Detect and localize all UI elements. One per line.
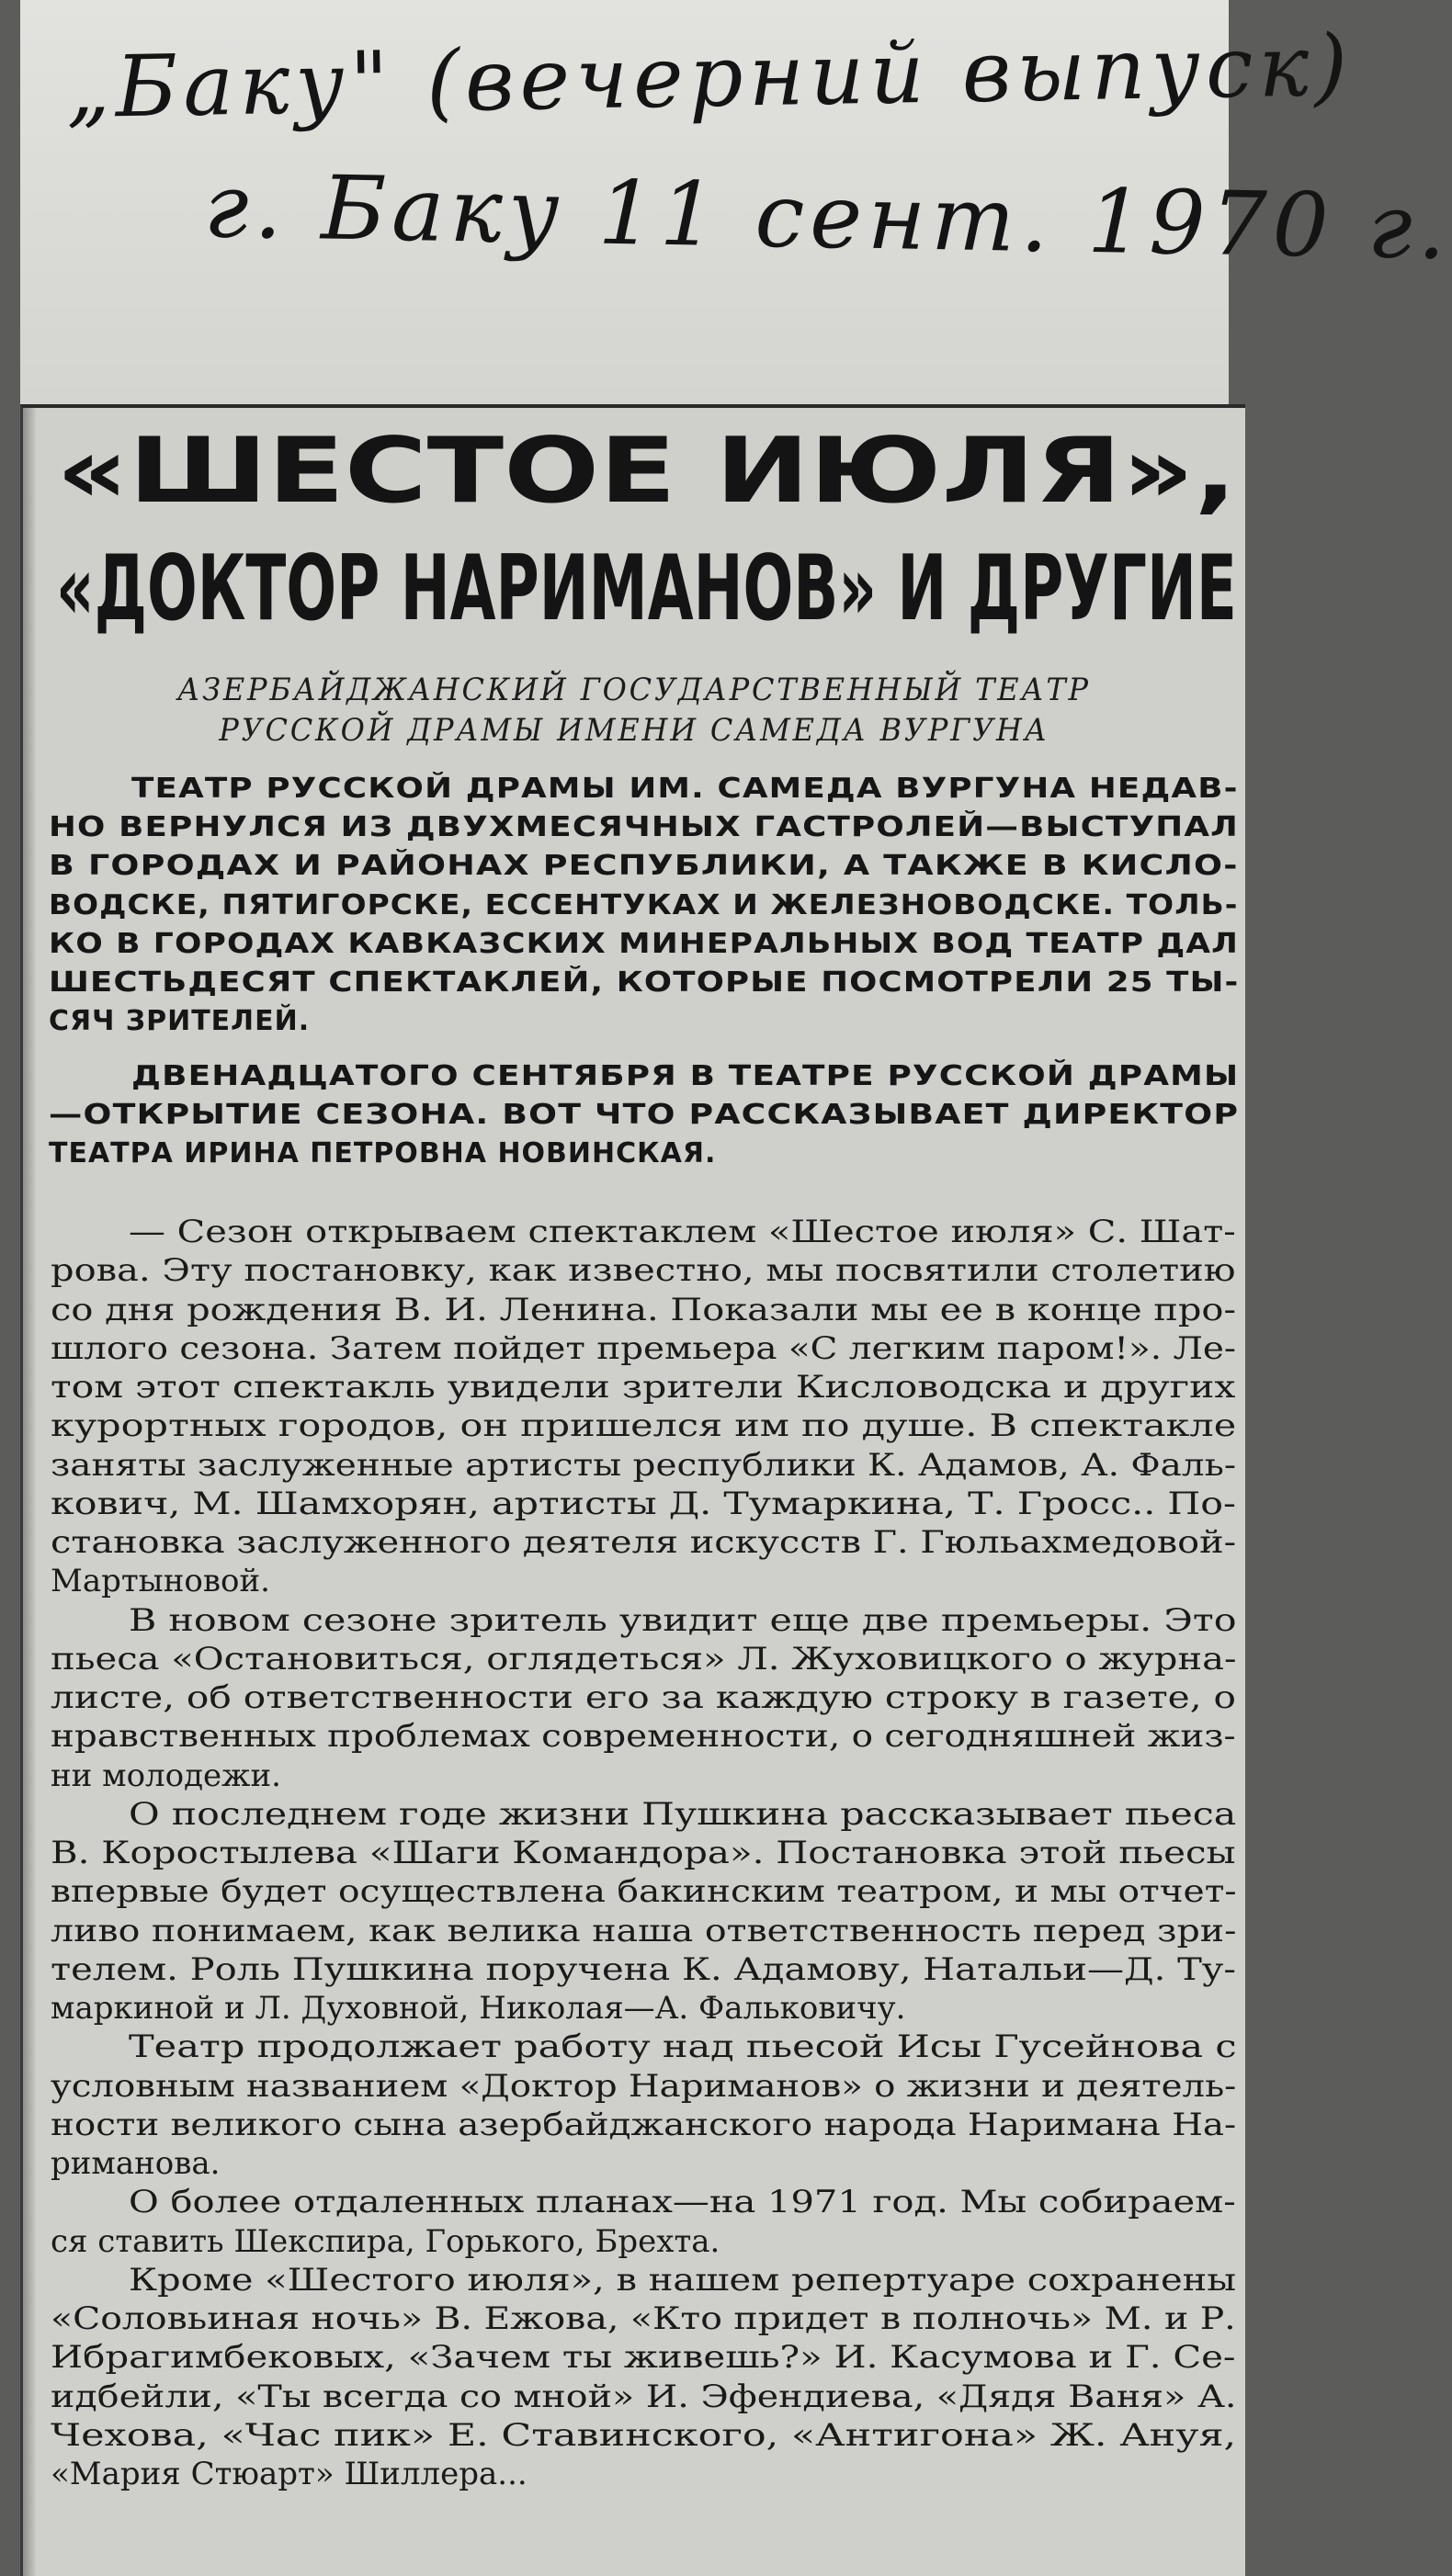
handwritten-date-note: г. Баку 11 сент. 1970 г. bbox=[203, 154, 1452, 279]
body-line: Театр продолжает работу над пьесой Исы Гусейнова с bbox=[129, 2028, 1237, 2066]
body-line: курортных городов, он пришелся им по душе. В спектакле bbox=[51, 1407, 1237, 1445]
body-line: становка заслуженного деятеля искусств Г. Гюльахмедовой- bbox=[51, 1524, 1237, 1561]
subheadline-line-2: РУССКОЙ ДРАМЫ ИМЕНИ САМЕДА ВУРГУНА bbox=[219, 712, 1049, 749]
lead-line: СЯЧ ЗРИТЕЛЕЙ. bbox=[49, 1005, 311, 1038]
body-line: том этот спектакль увидели зрители Кисловодска и других bbox=[51, 1369, 1236, 1406]
headline-line-1: «ШЕСТОЕ ИЮЛЯ», bbox=[56, 419, 1237, 524]
body-line: листе, об ответственности его за каждую строку в газете, о bbox=[51, 1679, 1236, 1716]
lead-line: ТЕАТР РУССКОЙ ДРАМЫ ИМ. САМЕДА ВУРГУНА НЕДАВ- bbox=[131, 773, 1239, 805]
body-line: пьеса «Остановиться, оглядеться» Л. Жуховицкого о журна- bbox=[51, 1640, 1237, 1678]
body-line: нравственных проблемах современности, о сегодняшней жиз- bbox=[51, 1718, 1236, 1756]
body-line: В новом сезоне зритель увидит еще две премьеры. Это bbox=[129, 1601, 1237, 1639]
body-line: Мартыновой. bbox=[51, 1563, 270, 1600]
headline-line-2: «ДОКТОР НАРИМАНОВ» И ДРУГИЕ bbox=[56, 537, 1237, 641]
archive-card bbox=[20, 0, 1452, 2572]
lead-line: НО ВЕРНУЛСЯ ИЗ ДВУХМЕСЯЧНЫХ ГАСТРОЛЕЙ—ВЫСТУПАЛ bbox=[49, 811, 1239, 844]
body-line: со дня рождения В. И. Ленина. Показали мы ее в конце про- bbox=[51, 1291, 1236, 1328]
body-line: ности великого сына азербайджанского народа Наримана На- bbox=[51, 2106, 1237, 2143]
newspaper-clipping bbox=[20, 404, 1245, 2576]
body-line: «Мария Стюарт» Шиллера... bbox=[51, 2456, 527, 2492]
body-line: рова. Эту постановку, как известно, мы посвятили столетию bbox=[51, 1252, 1236, 1290]
body-line: Кроме «Шестого июля», в нашем репертуаре сохранены bbox=[129, 2261, 1237, 2299]
body-line: О более отдаленных планах—на 1971 год. Мы собираем- bbox=[129, 2184, 1236, 2221]
lead-line: ШЕСТЬДЕСЯТ СПЕКТАКЛЕЙ, КОТОРЫЕ ПОСМОТРЕЛИ 25 ТЫ- bbox=[49, 966, 1240, 999]
lead-line: ТЕАТРА ИРИНА ПЕТРОВНА НОВИНСКАЯ. bbox=[49, 1137, 717, 1170]
lead-line: ВОДСКЕ, ПЯТИГОРСКЕ, ЕССЕНТУКАХ И ЖЕЛЕЗНОВОДСКЕ. ТОЛЬ- bbox=[49, 888, 1239, 921]
body-line: телем. Роль Пушкина поручена К. Адамову, Натальи—Д. Ту- bbox=[51, 1950, 1236, 1988]
body-line: «Соловьиная ночь» В. Ежова, «Кто придет в полночь» М. и Р. bbox=[51, 2300, 1236, 2337]
lead-line: КО В ГОРОДАХ КАВКАЗСКИХ МИНЕРАЛЬНЫХ ВОД ТЕАТР ДАЛ bbox=[49, 927, 1240, 960]
body-line: заняты заслуженные артисты республики К. Адамов, А. Фаль- bbox=[51, 1446, 1237, 1484]
body-line: кович, М. Шамхорян, артисты Д. Тумаркина, Т. Гросс.. По- bbox=[51, 1485, 1236, 1522]
handwritten-source-note: „Баку" (вечерний выпуск) bbox=[65, 16, 1355, 138]
lead-line: —ОТКРЫТИЕ СЕЗОНА. ВОТ ЧТО РАССКАЗЫВАЕТ ДИРЕКТОР bbox=[49, 1099, 1240, 1132]
body-line: впервые будет осуществлена бакинским театром, и мы отчет- bbox=[51, 1873, 1237, 1911]
body-line: риманова. bbox=[51, 2145, 221, 2182]
body-line: Чехова, «Час пик» Е. Ставинского, «Антигона» Ж. Ануя, bbox=[51, 2416, 1237, 2454]
body-line: Ибрагимбековых, «Зачем ты живешь?» И. Касумова и Г. Се- bbox=[51, 2339, 1236, 2377]
body-line: ся ставить Шекспира, Горького, Брехта. bbox=[51, 2222, 720, 2260]
lead-line: В ГОРОДАХ И РАЙОНАХ РЕСПУБЛИКИ, А ТАКЖЕ В КИСЛО- bbox=[49, 850, 1239, 883]
body-line: идбейли, «Ты всегда со мной» И. Эфендиева, «Дядя Ваня» А. bbox=[51, 2378, 1237, 2415]
body-line: О последнем годе жизни Пушкина рассказывает пьеса bbox=[129, 1795, 1237, 1833]
body-line: ни молодежи. bbox=[51, 1757, 281, 1794]
body-line: В. Коростылева «Шаги Командора». Постановка этой пьесы bbox=[51, 1835, 1236, 1871]
body-line: шлого сезона. Затем пойдет премьера «С легким паром!». Ле- bbox=[51, 1329, 1237, 1367]
lead-line: ДВЕНАДЦАТОГО СЕНТЯБРЯ В ТЕАТРЕ РУССКОЙ ДРАМЫ bbox=[131, 1060, 1240, 1092]
body-line: ливо понимаем, как велика наша ответственность перед зри- bbox=[51, 1912, 1237, 1949]
subheadline-line-1: АЗЕРБАЙДЖАНСКИЙ ГОСУДАРСТВЕННЫЙ ТЕАТР bbox=[177, 672, 1091, 708]
body-line: условным названием «Доктор Нариманов» о жизни и деятель- bbox=[51, 2067, 1237, 2105]
clipping-edge bbox=[23, 408, 36, 2576]
body-line: маркиной и Л. Духовной, Николая—А. Фальковичу. bbox=[51, 1990, 906, 2027]
body-line: — Сезон открываем спектаклем «Шестое июля» С. Шат- bbox=[129, 1214, 1236, 1250]
